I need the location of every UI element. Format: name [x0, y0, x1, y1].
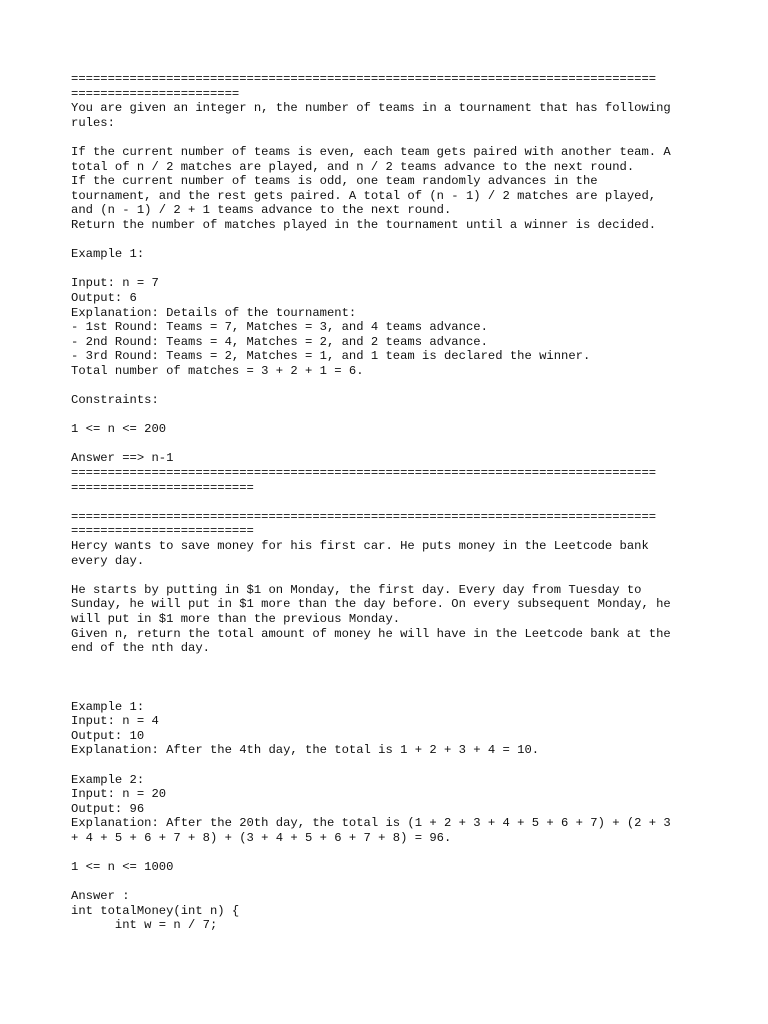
blank-line [71, 130, 701, 145]
blank-line [71, 495, 701, 510]
separator-line: ================================================================================ [71, 509, 657, 524]
example-input: Input: n = 7 [71, 276, 159, 291]
blank-line [71, 408, 701, 423]
example-output: Output: 10 [71, 728, 145, 743]
blank-line [71, 758, 701, 773]
task-text: Given n, return the total amount of money he will have in the Leetcode bank at the [71, 626, 671, 641]
example-explanation: Explanation: After the 4th day, the total is 1 + 2 + 3 + 4 = 10. [71, 743, 540, 758]
rule-text: If the current number of teams is odd, one team randomly advances in the [71, 174, 598, 189]
blank-line [71, 262, 701, 277]
blank-line [71, 845, 701, 860]
example-heading: Example 1: [71, 247, 145, 262]
example-explanation: Explanation: After the 20th day, the total is (1 + 2 + 3 + 4 + 5 + 6 + 7) + (2 + 3 [71, 816, 671, 831]
rule-text: tournament, and the rest gets paired. A total of (n - 1) / 2 matches are played, [71, 188, 657, 203]
code-line: int w = n / 7; [71, 918, 218, 933]
example-explanation: + 4 + 5 + 6 + 7 + 8) + (3 + 4 + 5 + 6 + 7 + 8) = 96. [71, 830, 452, 845]
rule-text: total of n / 2 matches are played, and n / 2 teams advance to the next round. [71, 159, 635, 174]
rule-text: If the current number of teams is even, each team gets paired with another team. A [71, 144, 671, 159]
separator-line: ========================= [71, 480, 254, 495]
code-line: int totalMoney(int n) { [71, 903, 240, 918]
rule-text: will put in $1 more than the previous Monday. [71, 611, 401, 626]
problem-statement: You are given an integer n, the number of teams in a tournament that has following [71, 101, 671, 116]
constraint-text: 1 <= n <= 1000 [71, 860, 174, 875]
task-text: Return the number of matches played in the tournament until a winner is decided. [71, 217, 657, 232]
task-text: end of the nth day. [71, 641, 210, 656]
problem-bank-money [71, 510, 701, 933]
example-output: Output: 96 [71, 801, 145, 816]
example-input: Input: n = 4 [71, 714, 159, 729]
example-output: Output: 6 [71, 290, 137, 305]
problem-count-matches [71, 72, 701, 495]
rule-text: He starts by putting in $1 on Monday, the first day. Every day from Tuesday to [71, 582, 642, 597]
blank-line [71, 378, 701, 393]
separator-line: ======================= [71, 86, 240, 101]
blank-line [71, 233, 701, 248]
blank-line [71, 568, 701, 583]
blank-line [71, 656, 701, 700]
blank-line [71, 875, 701, 890]
round-detail: - 1st Round: Teams = 7, Matches = 3, and 4 teams advance. [71, 320, 488, 335]
separator-line: ================================================================================ [71, 466, 657, 481]
round-detail: - 2nd Round: Teams = 4, Matches = 2, and 2 teams advance. [71, 334, 488, 349]
problem-statement: every day. [71, 553, 145, 568]
rule-text: Sunday, he will put in $1 more than the day before. On every subsequent Monday, he [71, 597, 671, 612]
separator-line: ========================= [71, 524, 254, 539]
constraints-heading: Constraints: [71, 393, 159, 408]
document-page [71, 72, 701, 933]
example-heading: Example 1: [71, 699, 145, 714]
total-matches: Total number of matches = 3 + 2 + 1 = 6. [71, 363, 364, 378]
example-input: Input: n = 20 [71, 787, 167, 802]
problem-statement: rules: [71, 115, 115, 130]
answer-heading: Answer : [71, 889, 130, 904]
round-detail: - 3rd Round: Teams = 2, Matches = 1, and 1 team is declared the winner. [71, 349, 591, 364]
constraint-text: 1 <= n <= 200 [71, 422, 167, 437]
answer-text: Answer ==> n-1 [71, 451, 174, 466]
rule-text: and (n - 1) / 2 + 1 teams advance to the next round. [71, 203, 452, 218]
example-heading: Example 2: [71, 772, 145, 787]
example-explanation: Explanation: Details of the tournament: [71, 305, 357, 320]
separator-line: ================================================================================ [71, 72, 657, 86]
blank-line [71, 437, 701, 452]
problem-statement: Hercy wants to save money for his first car. He puts money in the Leetcode bank [71, 539, 649, 553]
